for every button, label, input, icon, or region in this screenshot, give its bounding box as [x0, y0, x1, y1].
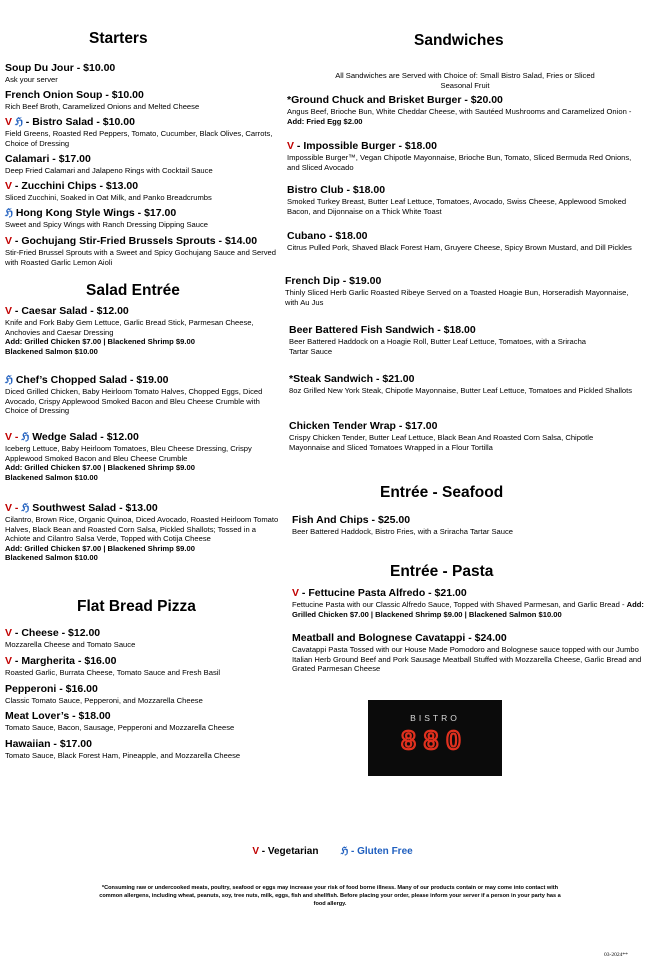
item-name: [5, 235, 277, 248]
item-title: Southwest Salad - $13.00: [29, 502, 158, 514]
menu-item-meat-lovers: [5, 710, 280, 733]
menu-item-calamari: [5, 153, 275, 176]
item-desc: Classic Tomato Sauce, Pepperoni, and Mozzarella Cheese: [5, 696, 203, 705]
logo-880-graphic: [368, 725, 502, 755]
item-desc: Field Greens, Roasted Red Peppers, Tomato, Cucumber, Black Olives, Carrots, Choice of Dressing: [5, 129, 273, 148]
item-desc: Smoked Turkey Breast, Butter Leaf Lettuce, Tomatoes, Avocado, Swiss Cheese, Applewood Smoked Bacon, and Dijonnaise on a Thick White Toast: [287, 197, 627, 216]
menu-item-alfredo: [292, 587, 647, 619]
item-name: *Ground Chuck and Brisket Burger - $20.00: [287, 94, 503, 106]
item-name: Pepperoni - $16.00: [5, 683, 98, 695]
item-name: Cubano - $18.00: [287, 230, 368, 242]
menu-item-chopped: [5, 374, 280, 416]
item-desc: Sweet and Spicy Wings with Ranch Dressing Dipping Sauce: [5, 220, 209, 229]
item-title: Wedge Salad - $12.00: [29, 431, 139, 443]
item-title: - Cheese - $12.00: [12, 627, 101, 639]
item-desc: Iceberg Lettuce, Baby Heirloom Tomatoes, Bleu Cheese Dressing, Crispy Applewood Smoked Bacon and Bleu Cheese Crumble: [5, 444, 252, 463]
item-desc: Crispy Chicken Tender, Butter Leaf Lettuce, Black Bean And Roasted Corn Salsa, Chipotle Mayonnaise and Sliced Tomatoes Wrapped in a Flour Tortilla: [289, 433, 594, 452]
vegetarian-icon: V: [5, 431, 13, 443]
item-addons-2: Blackened Salmon $10.00: [5, 553, 98, 563]
gluten-free-label: - Gluten Free: [348, 846, 413, 857]
item-addons: Add: Fried Egg $2.00: [287, 116, 363, 126]
item-desc: Thinly Sliced Herb Garlic Roasted Ribeye Served on a Toasted Hoagie Bun, Horseradish Mayonnaise, with Au Jus: [285, 288, 629, 307]
item-desc: Beer Battered Haddock, Bistro Fries, with a Sriracha Tartar Sauce: [292, 527, 514, 536]
vegetarian-label: - Vegetarian: [258, 846, 319, 857]
menu-item-chicken-wrap: [289, 420, 599, 452]
item-title: - Fettucine Pasta Alfredo - $21.00: [299, 587, 467, 599]
item-desc: Ask your server: [5, 75, 58, 84]
item-desc: Mozzarella Cheese and Tomato Sauce: [5, 640, 136, 649]
menu-item-cubano: [287, 230, 642, 253]
item-desc: Stir-Fried Brussel Sprouts with a Sweet and Spicy Gochujang Sauce and Served with Roasted Garlic Lemon Aioli: [5, 248, 276, 267]
item-title: Hong Kong Style Wings - $17.00: [12, 207, 177, 219]
item-desc: Rich Beef Broth, Caramelized Onions and Melted Cheese: [5, 102, 200, 111]
bistro-880-logo: [368, 700, 502, 776]
item-title: - Gochujang Stir-Fried Brussels Sprouts - $14.00: [12, 235, 258, 247]
item-name: [5, 305, 280, 318]
item-name: Beer Battered Fish Sandwich - $18.00: [289, 324, 476, 336]
sandwich-note: All Sandwiches are Served with Choice of: Small Bistro Salad, Fries or Sliced Seasonal Fruit: [335, 71, 595, 90]
pasta-heading: Entrée - Pasta: [390, 563, 494, 580]
item-desc: Citrus Pulled Pork, Shaved Black Forest Ham, Gruyere Cheese, Spicy Brown Mustard, and Dill Pickles: [287, 243, 632, 252]
seafood-heading: Entrée - Seafood: [380, 484, 504, 501]
item-addons: Add: Grilled Chicken $7.00 | Blackened Shrimp $9.00: [5, 543, 195, 553]
item-addons-2: Blackened Salmon $10.00: [5, 472, 98, 482]
item-name: V - ℌ Wedge Salad - $12.00: [5, 431, 139, 443]
item-desc: Sliced Zucchini, Soaked in Oat Milk, and Panko Breadcrumbs: [5, 193, 212, 202]
item-title: - Impossible Burger - $18.00: [294, 140, 437, 152]
menu-code: 03-2024**: [604, 952, 628, 958]
item-title: Chef’s Chopped Salad - $19.00: [12, 374, 169, 386]
gluten-free-icon: ℌ: [340, 846, 349, 857]
menu-item-caesar: [5, 305, 280, 356]
gluten-free-icon: ℌ: [5, 207, 13, 219]
logo-number: [368, 725, 502, 760]
menu-item-french-dip: [285, 275, 640, 307]
gluten-free-icon: ℌ: [21, 502, 30, 514]
item-name: [292, 587, 647, 600]
vegetarian-icon: V: [5, 305, 13, 317]
item-name: Calamari - $17.00: [5, 153, 91, 165]
item-addons: Add: Grilled Chicken $7.00 | Blackened Shrimp $9.00 | Blackened Salmon $10.00: [292, 600, 644, 619]
item-desc: Diced Grilled Chicken, Baby Heirloom Tomato Halves, Chopped Eggs, Diced Avocado, Crispy Applewood Smoked Bacon and Bleu Cheese Crumble with Choice of Dressing: [5, 387, 263, 416]
item-name: V - ℌ Southwest Salad - $13.00: [5, 502, 158, 514]
item-name: French Onion Soup - $10.00: [5, 89, 144, 101]
menu-item-fish-sandwich: [289, 324, 594, 356]
item-name: Meatball and Bolognese Cavatappi - $24.00: [292, 632, 507, 644]
item-name: [5, 655, 280, 668]
item-name: Hawaiian - $17.00: [5, 738, 92, 750]
allergen-disclaimer: *Consuming raw or undercooked meats, poultry, seafood or eggs may increase your risk of food borne illness. Many of our products contain or may come into contact with common allergens, including wheat, peanuts, soy, tree nuts, milk, eggs, fish and shellfish. Before placing your order, please inform your server if a person in your party has a food allergy.: [99, 885, 561, 908]
item-name: Bistro Club - $18.00: [287, 184, 386, 196]
menu-item-margherita: [5, 655, 280, 678]
item-desc: Cavatappi Pasta Tossed with our House Made Pomodoro and Bolognese sauce topped with our Jumbo Italian Herb Ground Beef and Pork Sausage Meatball Stuffed with Mozzarella Cheese, Garlic Bread and Grated Parmesan Cheese: [292, 645, 642, 674]
item-name: French Dip - $19.00: [285, 275, 382, 287]
vegetarian-icon: V: [5, 235, 13, 247]
pizza-heading: Flat Bread Pizza: [77, 598, 196, 615]
salad-heading: Salad Entrée: [86, 282, 180, 299]
gluten-free-icon: ℌ: [14, 116, 23, 128]
menu-item-steak-sandwich: [289, 373, 644, 396]
item-desc: 8oz Grilled New York Steak, Chipotle Mayonnaise, Butter Leaf Lettuce, Tomatoes and Pickled Shallots: [289, 386, 633, 395]
vegetarian-icon: V: [5, 502, 13, 514]
menu-item-wedge: [5, 431, 280, 482]
vegetarian-icon: V: [5, 655, 13, 667]
item-name: Fish And Chips - $25.00: [292, 514, 411, 526]
menu-item-fish-and-chips: [292, 514, 632, 537]
vegetarian-icon: V: [252, 846, 259, 857]
item-desc: Roasted Garlic, Burrata Cheese, Tomato Sauce and Fresh Basil: [5, 668, 221, 677]
menu-item-cavatappi: [292, 632, 657, 674]
item-name: Chicken Tender Wrap - $17.00: [289, 420, 438, 432]
item-desc: Fettucine Pasta with our Classic Alfredo Sauce, Topped with Shaved Parmesan, and Garlic Bread - Add: Grilled Chicken $7.00 | Blackened Shrimp $9.00 | Blackened Salmon $10.00: [292, 600, 644, 619]
vegetarian-icon: V: [5, 627, 13, 639]
item-title: - Zucchini Chips - $13.00: [12, 180, 139, 192]
item-desc: Deep Fried Calamari and Jalapeno Rings with Cocktail Sauce: [5, 166, 213, 175]
gluten-free-icon: ℌ: [5, 374, 13, 386]
vegetarian-icon: V: [5, 180, 13, 192]
item-addons-2: Blackened Salmon $10.00: [5, 346, 98, 356]
svg-text:880: 880: [401, 725, 469, 755]
item-name: *Steak Sandwich - $21.00: [289, 373, 415, 385]
vegetarian-icon: V: [287, 140, 295, 152]
item-desc: Cilantro, Brown Rice, Organic Quinoa, Diced Avocado, Roasted Heirloom Tomato Halves, Black Bean and Roasted Corn Salsa, Pickled Shallots; Tossed in a Achiote and Cilantro Salsa Verde, Topped with Cotija Cheese: [5, 515, 279, 544]
item-desc: Beer Battered Haddock on a Hoagie Roll, Butter Leaf Lettuce, Tomatoes, with a Sriracha Tartar Sauce: [289, 337, 587, 356]
item-name: [5, 374, 280, 387]
menu-item-bistro-salad: [5, 116, 275, 148]
item-title: - Margherita - $16.00: [12, 655, 117, 667]
menu-item-impossible: [287, 140, 637, 172]
logo-wordmark: BISTRO: [410, 713, 460, 723]
item-title: - Bistro Salad - $10.00: [22, 116, 135, 128]
item-name: [5, 116, 275, 129]
item-title: - Caesar Salad - $12.00: [12, 305, 129, 317]
item-addons: Add: Grilled Chicken $7.00 | Blackened Shrimp $9.00: [5, 463, 195, 473]
gluten-free-icon: ℌ: [21, 431, 30, 443]
menu-item-cheese-pizza: [5, 627, 280, 650]
menu-item-wings: [5, 207, 275, 230]
menu-item-soup: [5, 62, 275, 85]
item-addons: Add: Grilled Chicken $7.00 | Blackened Shrimp $9.00: [5, 337, 195, 347]
vegetarian-icon: V: [292, 587, 300, 599]
menu-item-brussels: [5, 235, 277, 267]
menu-item-burger: [287, 94, 647, 126]
menu-item-southwest: [5, 502, 280, 563]
item-name: Soup Du Jour - $10.00: [5, 62, 116, 74]
item-desc: Tomato Sauce, Black Forest Ham, Pineapple, and Mozzarella Cheese: [5, 751, 241, 760]
diet-legend: [0, 846, 665, 857]
item-name: [5, 207, 275, 220]
item-name: [5, 627, 280, 640]
menu-item-pepperoni: [5, 683, 280, 706]
menu-item-bistro-club: [287, 184, 642, 216]
item-name: [287, 140, 637, 153]
item-desc: Knife and Fork Baby Gem Lettuce, Garlic Bread Stick, Parmesan Cheese, Anchovies and Caesar Dressing: [5, 318, 254, 337]
item-desc: Impossible Burger™, Vegan Chipotle Mayonnaise, Brioche Bun, Tomato, Sliced Bermuda Red Onions, and Sliced Avocado: [287, 153, 632, 172]
vegetarian-icon: V: [5, 116, 13, 128]
item-desc: Tomato Sauce, Bacon, Sausage, Pepperoni and Mozzarella Cheese: [5, 723, 235, 732]
item-name: Meat Lover’s - $18.00: [5, 710, 111, 722]
menu-item-onion-soup: [5, 89, 275, 112]
sandwiches-heading: Sandwiches: [414, 32, 504, 49]
item-name: [5, 180, 275, 193]
menu-item-hawaiian: [5, 738, 280, 761]
starters-heading: Starters: [89, 30, 148, 47]
item-desc: Angus Beef, Brioche Bun, White Cheddar Cheese, with Sautéed Mushrooms and Caramelized Onion - Add: Fried Egg $2.00: [287, 107, 632, 126]
menu-item-zucchini: [5, 180, 275, 203]
